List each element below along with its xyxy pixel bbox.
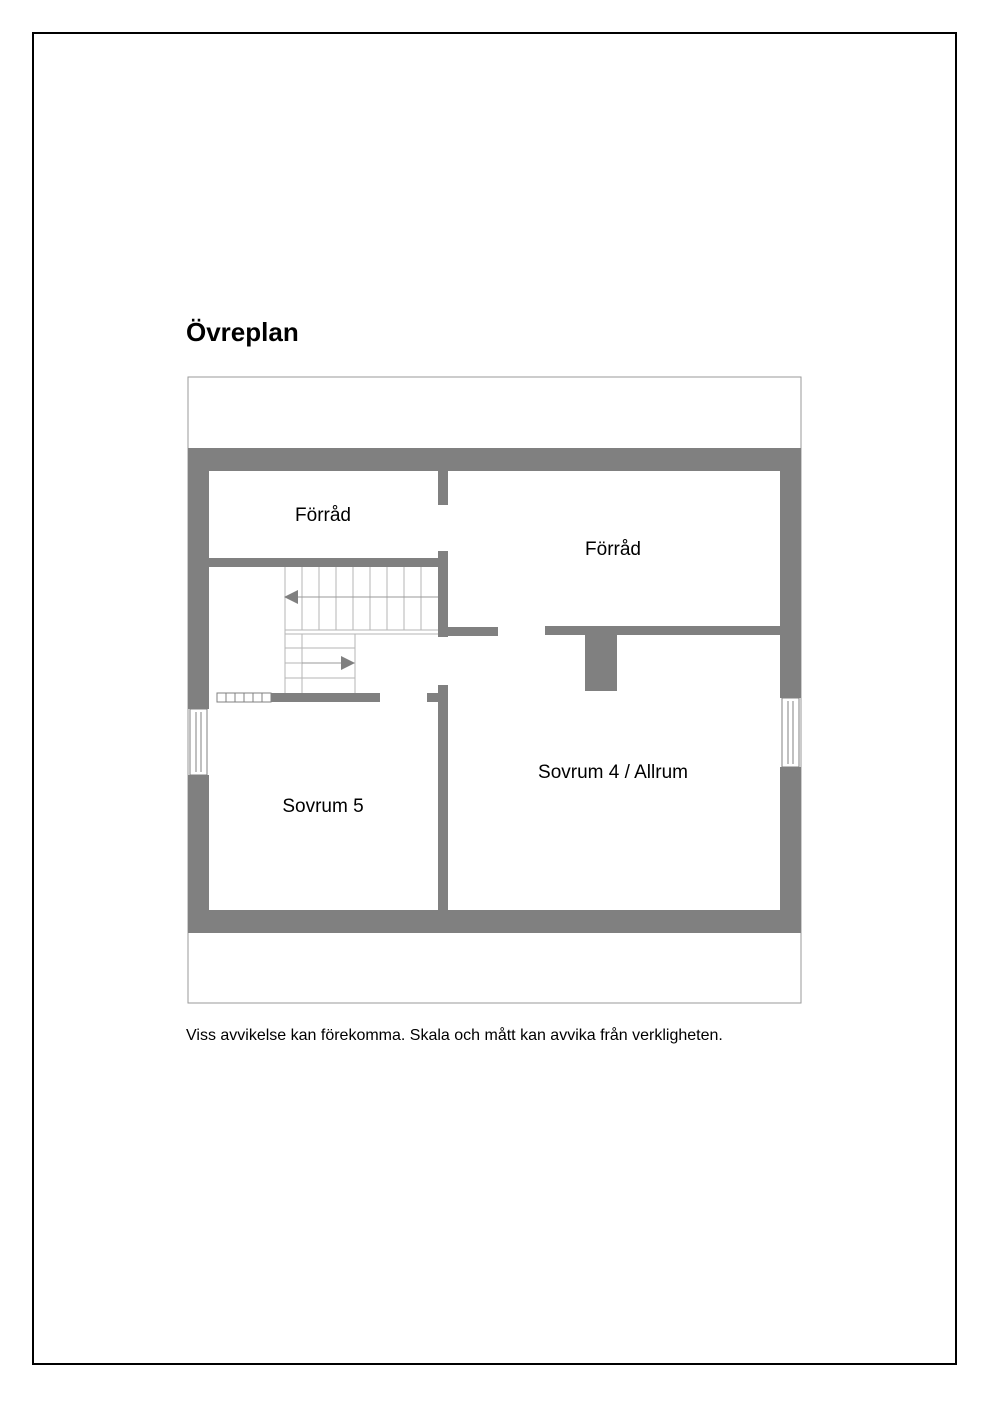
room-label-storage-right: Förråd [585,539,641,560]
window-left [190,709,207,775]
window-right [782,698,799,767]
room-label-bedroom-4: Sovrum 4 / Allrum [538,762,688,783]
plan-title: Övreplan [186,317,299,347]
stair-railing [217,693,271,702]
staircase [285,567,438,693]
interior-walls [209,471,780,910]
stair-arrow-left-icon [284,590,298,604]
disclaimer-text: Viss avvikelse kan förekomma. Skala och mått kan avvika från verkligheten. [186,1027,723,1044]
exterior-walls [188,448,801,933]
stair-arrow-right-icon [341,656,355,670]
room-label-storage-left: Förråd [295,505,351,526]
room-label-bedroom-5: Sovrum 5 [282,796,364,817]
